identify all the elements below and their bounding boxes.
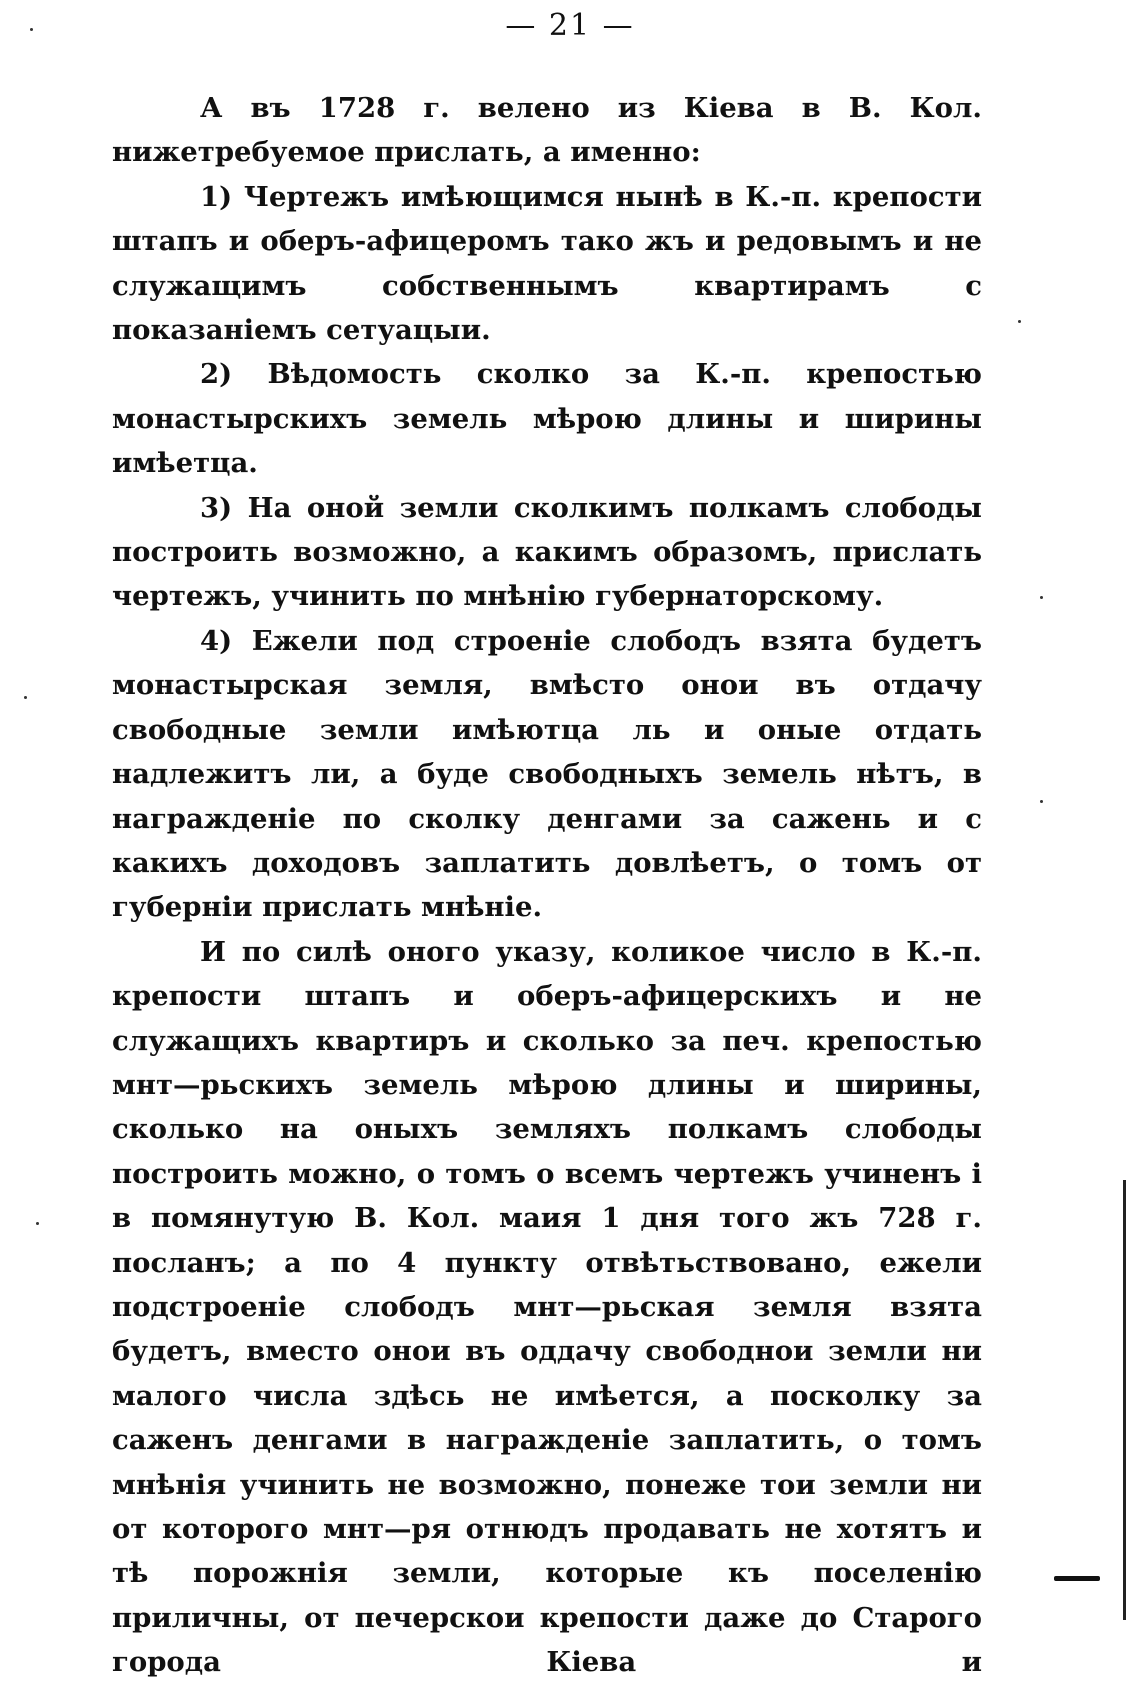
paragraph-response: И по силѣ оного указу, коликое число в К.-п. крепости штапъ и оберъ-афицерскихъ и не служащихъ квартиръ и сколько за печ. крепостью мнт—рьскихъ земель мѣрою длины и ширины, сколько на оныхъ земляхъ полкамъ слободы построить можно, о томъ о всемъ чертежъ учиненъ і в помянутую В. Кол. маия 1 дня того жъ 728 г. посланъ; а по 4 пункту отвѣтьствовано, ежели подстроеніе слободъ мнт—рьская земля взята будетъ, вместо онои въ оддачу свободнои земли ни малого числа здѣсь не имѣется, а посколку за саженъ денгами в награжденіе заплатить, о томъ мнѣнія учинить не возможно, понеже тои земли ни от которого мнт—ря отнюдъ продавать не хотятъ и тѣ порожнія земли, которые къ поселенію приличны, от печерскои крепости даже до Старого города Кіева и	[112, 935, 982, 1679]
page-number: — 21 —	[505, 8, 635, 43]
speck	[1040, 596, 1043, 599]
paragraph-item-3: 3) На оной земли сколкимъ полкамъ слободы построить возможно, а какимъ образомъ, прислать чертежъ, учинить по мнѣнію губернаторскому.	[112, 491, 982, 613]
margin-dash	[1054, 1576, 1100, 1581]
speck	[1018, 320, 1021, 323]
paragraph-item-2: 2) Вѣдомость сколко за К.-п. крепостью монастырскихъ земель мѣрою длины и ширины имѣетца.	[112, 358, 982, 480]
text-block	[112, 86, 982, 1685]
paragraph-item-1: 1) Чертежъ имѣющимся нынѣ в К.-п. крепости штапъ и оберъ-афицеромъ тако жъ и редовымъ и не служащимъ собственнымъ квартирамъ с показаніемъ сетуацыи.	[112, 180, 982, 347]
speck	[1040, 800, 1043, 803]
paragraph-intro: А въ 1728 г. велено из Кіева в В. Кол. нижетребуемое прислать, а именно:	[112, 92, 982, 169]
paragraph-item-4: 4) Ежели под строеніе слободъ взята будетъ монастырская земля, вмѣсто онои въ отдачу свободные земли имѣютца ль и оные отдать надлежитъ ли, а буде свободныхъ земель нѣтъ, в награжденіе по сколку денгами за сажень и с какихъ доходовъ заплатить довлѣетъ, о томъ от губерніи прислать мнѣніе.	[112, 624, 982, 924]
margin-rule	[1123, 1180, 1126, 1620]
speck	[30, 28, 33, 31]
speck	[24, 696, 27, 699]
speck	[36, 1222, 39, 1225]
